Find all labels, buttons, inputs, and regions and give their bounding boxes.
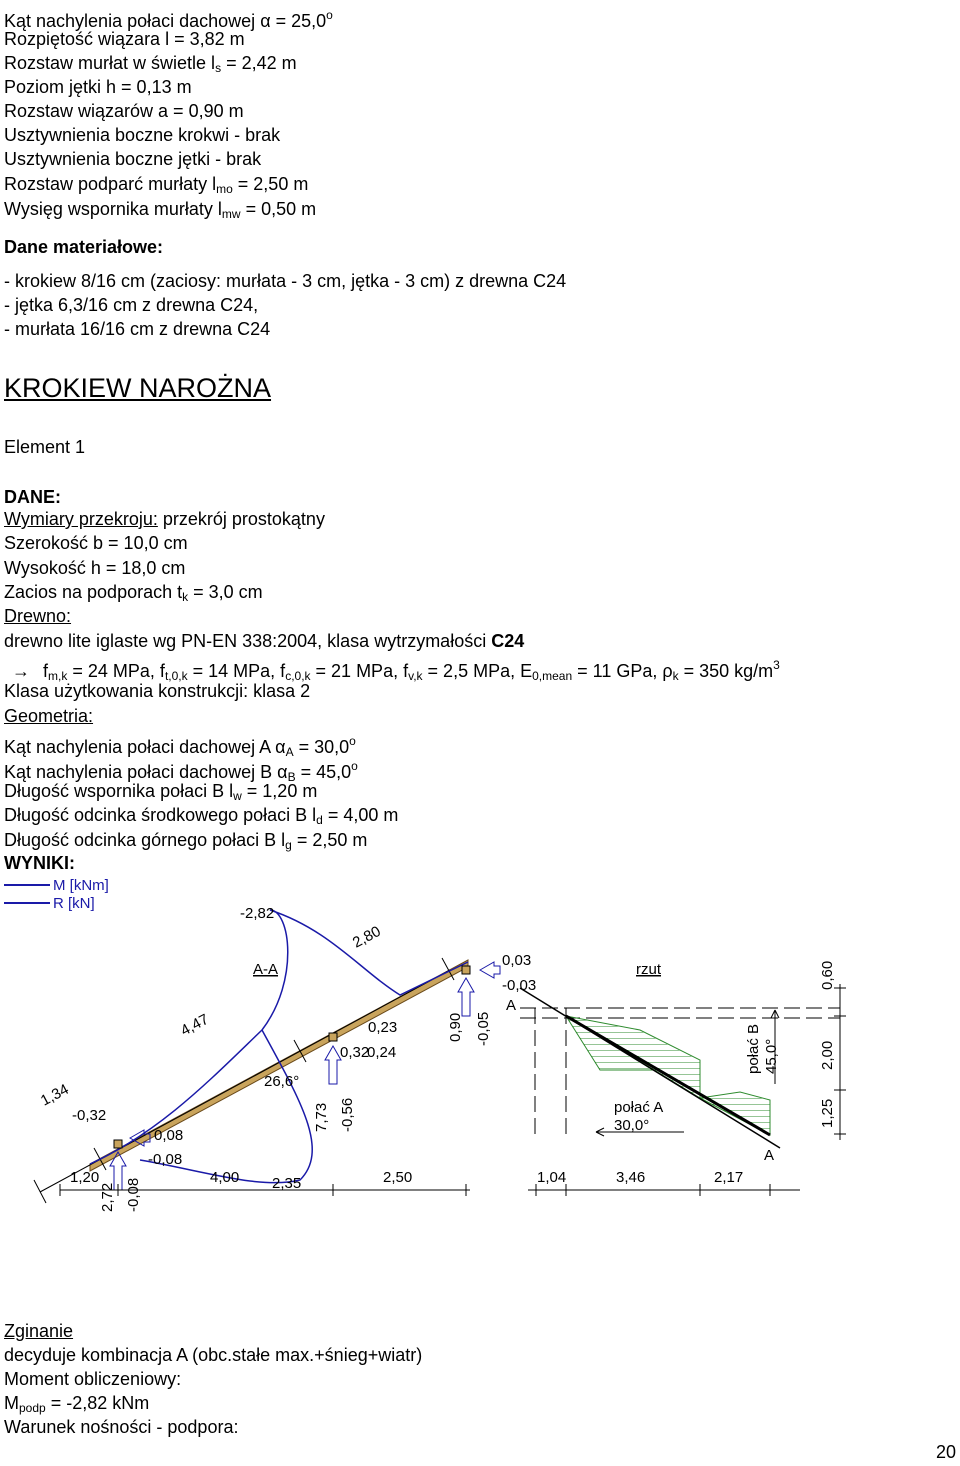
arrow-right-icon: →	[12, 661, 30, 681]
materials-title: Dane materiałowe:	[4, 237, 164, 257]
width-value: Szerokość b = 10,0 cm	[4, 533, 188, 553]
plan-a-top: A	[506, 997, 517, 1014]
angle-label: 26,6°	[264, 1073, 300, 1090]
wood-line: drewno lite iglaste wg PN-EN 338:2004, klasa wytrzymałości C24	[4, 631, 525, 651]
support-top	[462, 966, 470, 974]
plan-roof-b-angle: 45,0°	[763, 1038, 780, 1074]
reaction-label: 0,24	[367, 1044, 397, 1061]
bending-title: Zginanie	[4, 1321, 74, 1341]
bending-moment-label: Moment obliczeniowy:	[4, 1369, 182, 1389]
materials-line: - krokiew 8/16 cm (zaciosy: murłata - 3 cm, jętka - 3 cm) z drewna C24	[4, 271, 567, 291]
results-title: WYNIKI:	[4, 853, 75, 873]
service-class: Klasa użytkowania konstrukcji: klasa 2	[4, 681, 311, 701]
dim-label: 4,00	[210, 1169, 240, 1186]
m-span-label: 2,80	[349, 922, 384, 952]
param-span: Rozpiętość wiązara l = 3,82 m	[4, 29, 245, 49]
reaction-label: -0,05	[475, 1011, 492, 1046]
param-rafter-bracing: Usztywnienia boczne krokwi - brak	[4, 125, 281, 145]
middle-b: Długość odcinka środkowego połaci B $l_d = 4,00$ m	[4, 805, 399, 827]
reaction-label: 0,03	[502, 952, 532, 969]
geometry-label: Geometria:	[4, 706, 94, 726]
wood-label: Drewno:	[4, 606, 72, 626]
reaction-arrow-icon	[480, 962, 500, 978]
reaction-label: -0,08	[148, 1151, 183, 1168]
reaction-label: 0,08	[154, 1127, 184, 1144]
notch-value: Zacios na podporach $t_k = 3,0$ cm	[4, 582, 263, 604]
param-angle: Kąt nachylenia połaci dachowej $\alpha = 25,0^o$	[4, 8, 333, 31]
reaction-label: -0,08	[125, 1177, 142, 1212]
reaction-label: 2,72	[99, 1182, 116, 1212]
height-value: Wysokość h = 18,0 cm	[4, 558, 186, 578]
param-collar-level: Poziom jętki h = 0,13 m	[4, 77, 192, 97]
plan-roof-a-angle: 30,0°	[614, 1117, 650, 1134]
upper-b: Długość odcinka górnego połaci B $l_g = 2,50$ m	[4, 830, 368, 852]
bending-check: Warunek nośności - podpora:	[4, 1417, 239, 1437]
plan-title: rzut	[636, 961, 662, 978]
param-cantilever: Wysięg wspornika murłaty $l_{mw} = 0,50$ m	[4, 199, 317, 221]
tick-mark	[34, 1180, 46, 1203]
plan-dim-label: 2,17	[714, 1169, 744, 1186]
support-mid	[329, 1033, 337, 1041]
support-left	[114, 1140, 122, 1148]
reaction-label: -0,03	[502, 977, 537, 994]
reaction-label: -0,32	[72, 1107, 107, 1124]
legend-m-label: M [kNm]	[53, 877, 109, 894]
page-number: 20	[935, 1442, 956, 1462]
section-dims: Wymiary przekroju: przekrój prostokątny	[4, 509, 325, 529]
reaction-label: 0,32	[340, 1044, 370, 1061]
moment-curve	[90, 910, 468, 1164]
m-support-label: -2,82	[240, 905, 275, 922]
m-cant-label: 1,34	[37, 1080, 72, 1110]
m-left-label: 4,47	[177, 1010, 212, 1040]
reaction-label: 0,23	[368, 1019, 398, 1036]
rafter-beam	[90, 960, 468, 1171]
element-label: Element 1	[4, 437, 86, 457]
plan-vdim-label: 1,25	[819, 1098, 836, 1128]
reaction-label: 7,73	[313, 1102, 330, 1132]
plan-roof-b: połać B	[745, 1023, 762, 1074]
dim-label: 1,20	[70, 1169, 100, 1186]
dim-label: 2,35	[272, 1175, 302, 1192]
plan-dim-label: 3,46	[616, 1169, 646, 1186]
dane-title: DANE:	[4, 487, 61, 507]
plan-vdim-label: 0,60	[819, 960, 836, 990]
cantilever-b: Długość wspornika połaci B $l_w = 1,20$ m	[4, 781, 318, 803]
plan-rafter	[566, 1016, 770, 1135]
angle-b: Kąt nachylenia połaci dachowej B $\alpha_B = 45,0^o$	[4, 759, 358, 784]
materials-line: - jętka 6,3/16 cm z drewna C24,	[4, 295, 259, 315]
structural-diagram	[0, 870, 960, 1230]
bending-moment-value: $M_{podp} = -2,82$ kNm	[4, 1393, 150, 1415]
param-truss-spacing: Rozstaw wiązarów a = 0,90 m	[4, 101, 244, 121]
materials-line: - murłata 16/16 cm z drewna C24	[4, 319, 271, 339]
dim-label: 2,50	[383, 1169, 413, 1186]
section-label: A-A	[253, 961, 279, 978]
wood-properties: → $f_{m,k} = 24$ MPa, $f_{t,0,k} = 14$ MPa, $f_{c,0,k} = 21$ MPa, $f_{v,k} = 2,5$ MPa, $E_{0,mean} = 11$ GPa, $\rho_k = 350$ $kg/m^3$	[4, 654, 780, 687]
plan-a-bottom: A	[764, 1147, 775, 1164]
angle-a: Kąt nachylenia połaci dachowej A $\alpha_A = 30,0^o$	[4, 734, 356, 759]
plan-dim-label: 1,04	[537, 1169, 567, 1186]
param-collar-bracing: Usztywnienia boczne jętki - brak	[4, 149, 262, 169]
plan-roof-a: połać A	[614, 1099, 664, 1116]
reaction-arrow-icon	[325, 1046, 341, 1084]
bending-combo: decyduje kombinacja A (obc.stałe max.+śnieg+wiatr)	[4, 1345, 423, 1365]
param-support-spacing: Rozstaw podparć murłaty $l_{mo} = 2,50$ m	[4, 174, 309, 196]
section-heading: KROKIEW NAROŻNA	[4, 373, 272, 403]
param-wallplates: Rozstaw murłat w świetle $l_s = 2,42$ m	[4, 53, 297, 75]
reaction-label: 0,90	[447, 1012, 464, 1042]
reaction-label: -0,56	[339, 1097, 356, 1132]
plan-rafter	[520, 988, 780, 1148]
reaction-arrow-icon	[458, 978, 474, 1016]
legend-r-label: R [kN]	[53, 895, 95, 912]
plan-vdim-label: 2,00	[819, 1040, 836, 1070]
